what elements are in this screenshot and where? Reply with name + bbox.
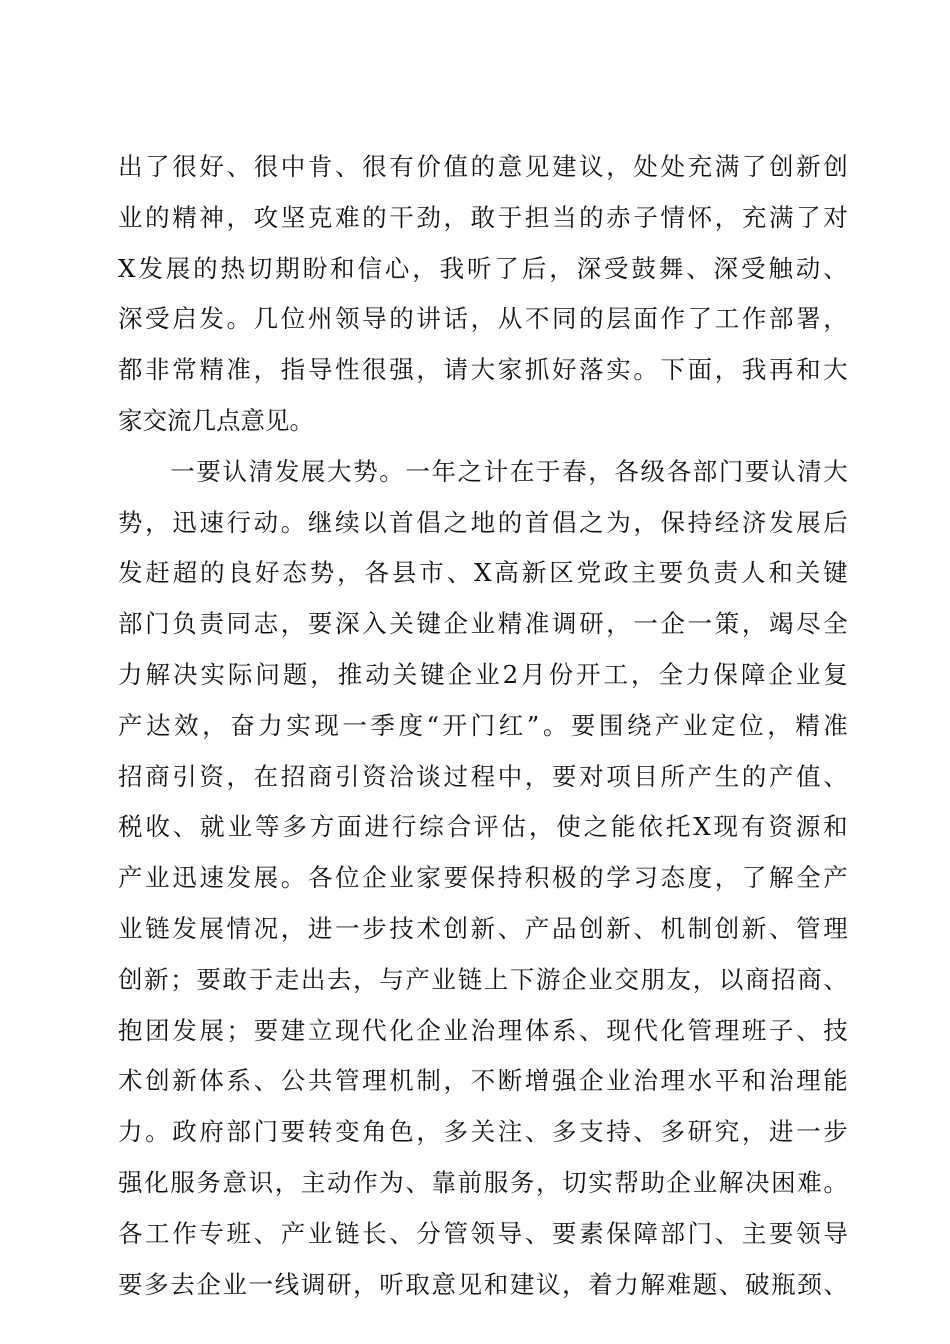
text-line: 创 新 ； 要 敢 于 走 出 去 ， 与 产 业 链 上 下 游 企 业 交 朋 友 ， 以 商 招 商 、 xyxy=(118,964,848,994)
text-line: 要 多 去 企 业 一 线 调 研 ， 听 取 意 见 和 建 议 ， 着 力 解 难 题 、 破 瓶 颈 、 xyxy=(118,1269,848,1299)
body-text xyxy=(118,142,848,1310)
text-line: 发 赶 超 的 良 好 态 势 ， 各 县 市 、 X 高 新 区 党 政 主 要 负 责 人 和 关 键 xyxy=(118,558,848,588)
text-line: 深 受 启 发 。 几 位 州 领 导 的 讲 话 ， 从 不 同 的 层 面 作 了 工 作 部 署 ， xyxy=(118,304,848,334)
text-line: 业 的 精 神 ， 攻 坚 克 难 的 干 劲 ， 敢 于 担 当 的 赤 子 情 怀 ， 充 满 了 对 xyxy=(118,202,848,232)
text-line: 各 工 作 专 班 、 产 业 链 长 、 分 管 领 导 、 要 素 保 障 部 门 、 主 要 领 导 xyxy=(118,1218,848,1248)
text-line: 部 门 负 责 同 志 ， 要 深 入 关 键 企 业 精 准 调 研 ， 一 企 一 策 ， 竭 尽 全 xyxy=(118,609,848,639)
text-line: 产 达 效 ， 奋 力 实 现 一 季 度 “ 开 门 红 ” 。 要 围 绕 产 业 定 位 ， 精 准 xyxy=(118,710,848,740)
text-line: X 发 展 的 热 切 期 盼 和 信 心 ， 我 听 了 后 ， 深 受 鼓 舞 、 深 受 触 动 、 xyxy=(118,253,848,283)
paragraph-start-line: 一 要 认 清 发 展 大 势 。 一 年 之 计 在 于 春 ， 各 级 各 部 门 要 认 清 大 xyxy=(170,456,848,486)
text-line: 术 创 新 体 系 、 公 共 管 理 机 制 ， 不 断 增 强 企 业 治 理 水 平 和 治 理 能 xyxy=(118,1066,848,1096)
text-line: 力 。 政 府 部 门 要 转 变 角 色 ， 多 关 注 、 多 支 持 、 多 研 究 ， 进 一 步 xyxy=(118,1117,848,1147)
text-line: 抱 团 发 展 ； 要 建 立 现 代 化 企 业 治 理 体 系 、 现 代 化 管 理 班 子 、 技 xyxy=(118,1015,848,1045)
text-line: 产 业 迅 速 发 展 。 各 位 企 业 家 要 保 持 积 极 的 学 习 态 度 ， 了 解 全 产 xyxy=(118,863,848,893)
text-line: 强 化 服 务 意 识 ， 主 动 作 为 、 靠 前 服 务 ， 切 实 帮 助 企 业 解 决 困 难 。 xyxy=(118,1167,848,1197)
text-line: 招 商 引 资 ， 在 招 商 引 资 洽 谈 过 程 中 ， 要 对 项 目 所 产 生 的 产 值 、 xyxy=(118,761,848,791)
text-line: 家 交 流 几 点 意 见 。 xyxy=(118,405,314,435)
text-line: 势 ， 迅 速 行 动 。 继 续 以 首 倡 之 地 的 首 倡 之 为 ， 保 持 经 济 发 展 后 xyxy=(118,507,848,537)
text-line: 出 了 很 好 、 很 中 肯 、 很 有 价 值 的 意 见 建 议 ， 处 处 充 满 了 创 新 创 xyxy=(118,152,848,181)
text-line: 税 收 、 就 业 等 多 方 面 进 行 综 合 评 估 ， 使 之 能 依 托 X 现 有 资 源 和 xyxy=(118,812,848,842)
text-line: 力 解 决 实 际 问 题 ， 推 动 关 键 企 业 2 月 份 开 工 ， 全 力 保 障 企 业 复 xyxy=(118,659,848,689)
text-line: 业 链 发 展 情 况 ， 进 一 步 技 术 创 新 、 产 品 创 新 、 机 制 创 新 、 管 理 xyxy=(118,913,848,943)
text-line: 都 非 常 精 准 ， 指 导 性 很 强 ， 请 大 家 抓 好 落 实 。 下 面 ， 我 再 和 大 xyxy=(118,355,848,385)
